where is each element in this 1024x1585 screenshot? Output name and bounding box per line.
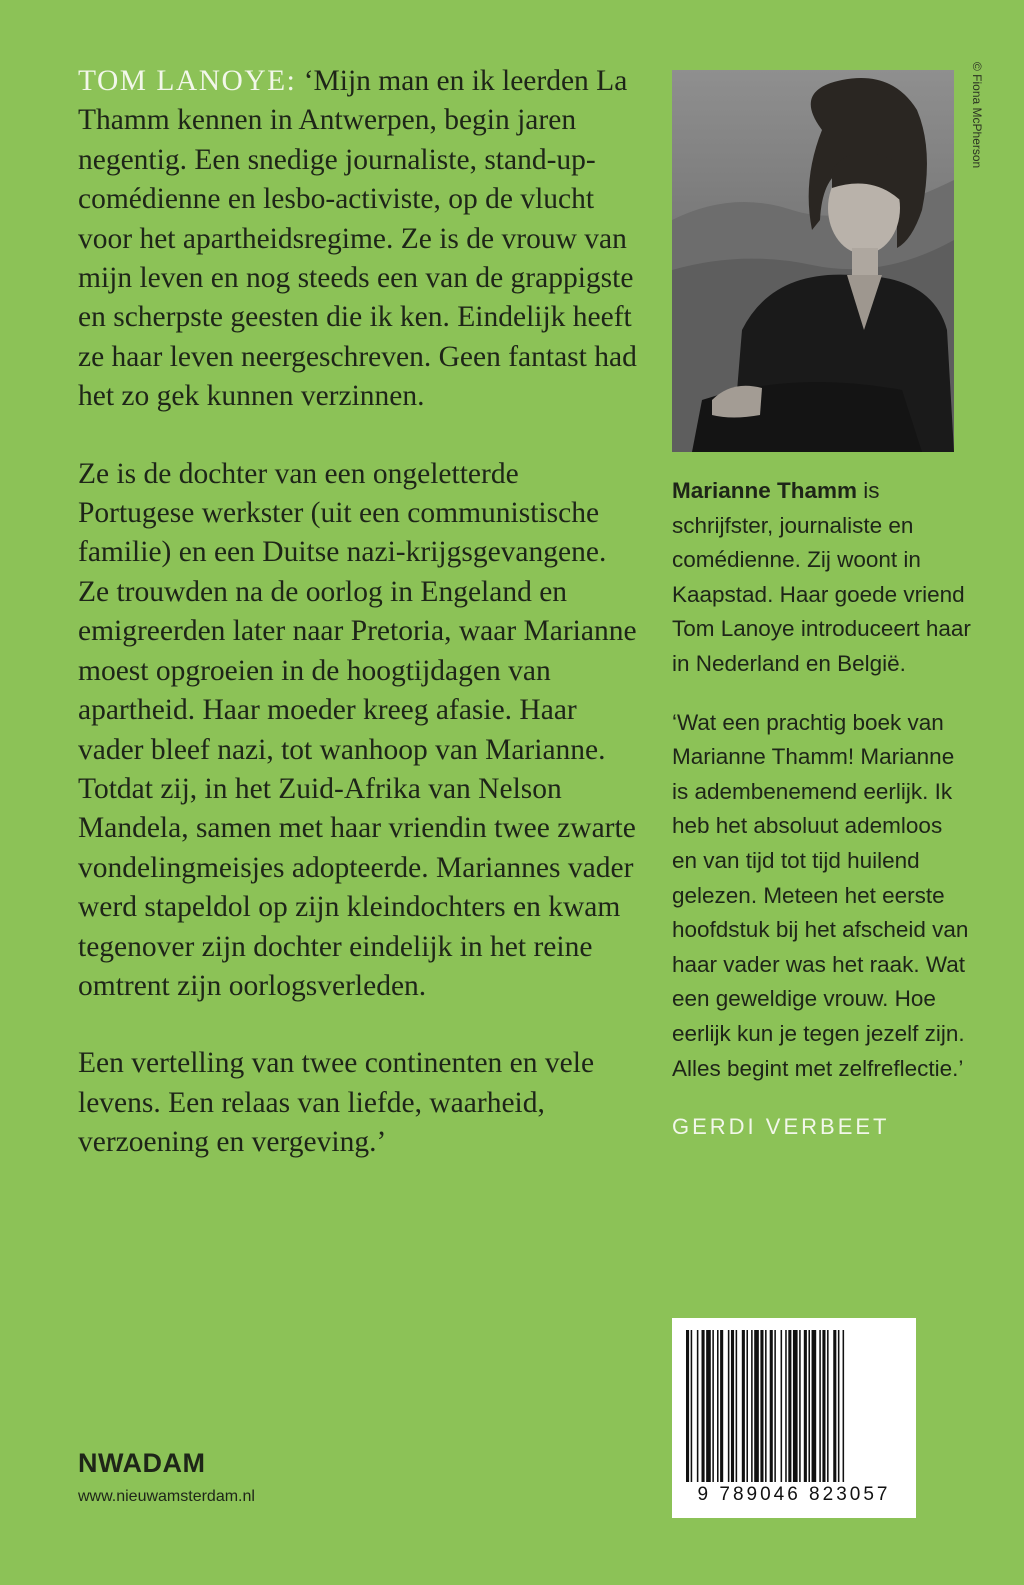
barcode-bar [742,1330,745,1482]
barcode-bar [822,1330,825,1482]
publisher-logo: NWADAM [78,1448,206,1478]
barcode-bar [808,1330,810,1482]
blurb-paragraph-3: Een vertelling van twee continenten en vele levens. Een relaas van liefde, waarheid, verzoening en vergeving.’ [78,1047,595,1159]
barcode-bar [781,1330,783,1482]
blurb-paragraph-2: Ze is de dochter van een ongeletterde Portugese werkster (uit een communistische familie) en een Duitse nazi-krijgsgevangene. Ze trouwden na de oorlog in Engeland en emigreerden later naar Pretoria, waar Marianne moest opgroeien in de hoogtijdagen van apartheid. Haar moeder kreeg afasie. Haar vader bleef nazi, tot wanhoop van Marianne. Totdat zij, in het Zuid-Afrika van Nelson Mandela, samen met haar vriendin twee zwarte vondelingmeisjes adopteerde. Mariannes vader werd stapeldol op zijn kleindochters en kwam tegenover zijn dochter eindelijk in het reine omtrent zijn oorlogsverleden. [78,457,637,1002]
barcode-bar [720,1330,723,1482]
barcode-bar [838,1330,840,1482]
info-column [672,474,972,1169]
author-bio-text: is schrijfster, journaliste en comédienne. Zij woont in Kaapstad. Haar goede vriend Tom Lanoye introduceert haar in Nederland en België. [672,478,971,676]
barcode-bar [728,1330,730,1482]
blurb-column [78,62,638,1201]
author-photo [672,70,954,452]
barcode-bar [697,1330,699,1482]
barcode-bar [686,1330,689,1482]
author-portrait-image [672,70,954,452]
blurb-author-lead: TOM LANOYE: [78,65,297,97]
blurb-paragraph-1 [78,62,638,417]
barcode-bar [833,1330,836,1482]
barcode-bar [702,1330,705,1482]
barcode-bar [751,1330,753,1482]
barcode-bar [812,1330,817,1482]
barcode-bar [746,1330,748,1482]
blurb-paragraph-1-text: ‘Mijn man en ik leerden La Thamm kennen in Antwerpen, begin jaren negentig. Een snedige journaliste, stand-up-comédienne en lesbo-activiste, op de vlucht voor het apartheidsregime. Ze is de vrouw van mijn leven en nog steeds een van de grappigste en scherpste geesten die ik ken. Eindelijk heeft ze haar leven neergeschreven. Geen fantast had het zo gek kunnen verzinnen. [78,65,637,413]
barcode-bar [785,1330,787,1482]
endorsement-quote: ‘Wat een prachtig boek van Marianne Thamm! Marianne is adembenemend eerlijk. Ik heb het absoluut ademloos en van tijd tot tijd huilend gelezen. Meteen het eerste hoofdstuk bij het afscheid van haar vader was het raak. Wat een geweldige vrouw. Hoe eerlijk kun je tegen jezelf zijn. Alles begint met zelfreflectie.’ [672,709,969,1081]
barcode-bar [760,1330,763,1482]
photo-credit: © Fiona McPherson [970,62,984,169]
barcode-bar [731,1330,734,1482]
barcode-bar [736,1330,738,1482]
author-bio [672,474,972,682]
barcode-bar [793,1330,798,1482]
barcode-bar [799,1330,801,1482]
isbn-number: 9 789046 823057 [697,1484,891,1505]
barcode-bar [804,1330,807,1482]
barcode-bar [774,1330,776,1482]
publisher-website: www.nieuwamsterdam.nl [78,1488,255,1505]
barcode-bar [819,1330,821,1482]
barcode-bar [843,1330,845,1482]
barcode-bar [765,1330,767,1482]
barcode-bar [712,1330,714,1482]
barcode-bar [706,1330,711,1482]
barcode-bar [788,1330,791,1482]
author-bio-name: Marianne Thamm [672,478,858,503]
endorsement-author: GERDI VERBEET [672,1114,890,1140]
barcode-bar [827,1330,829,1482]
barcode-bar [770,1330,773,1482]
isbn-barcode [672,1318,916,1518]
barcode-bar [717,1330,719,1482]
barcode-bar [691,1330,693,1482]
barcode-bar [754,1330,759,1482]
